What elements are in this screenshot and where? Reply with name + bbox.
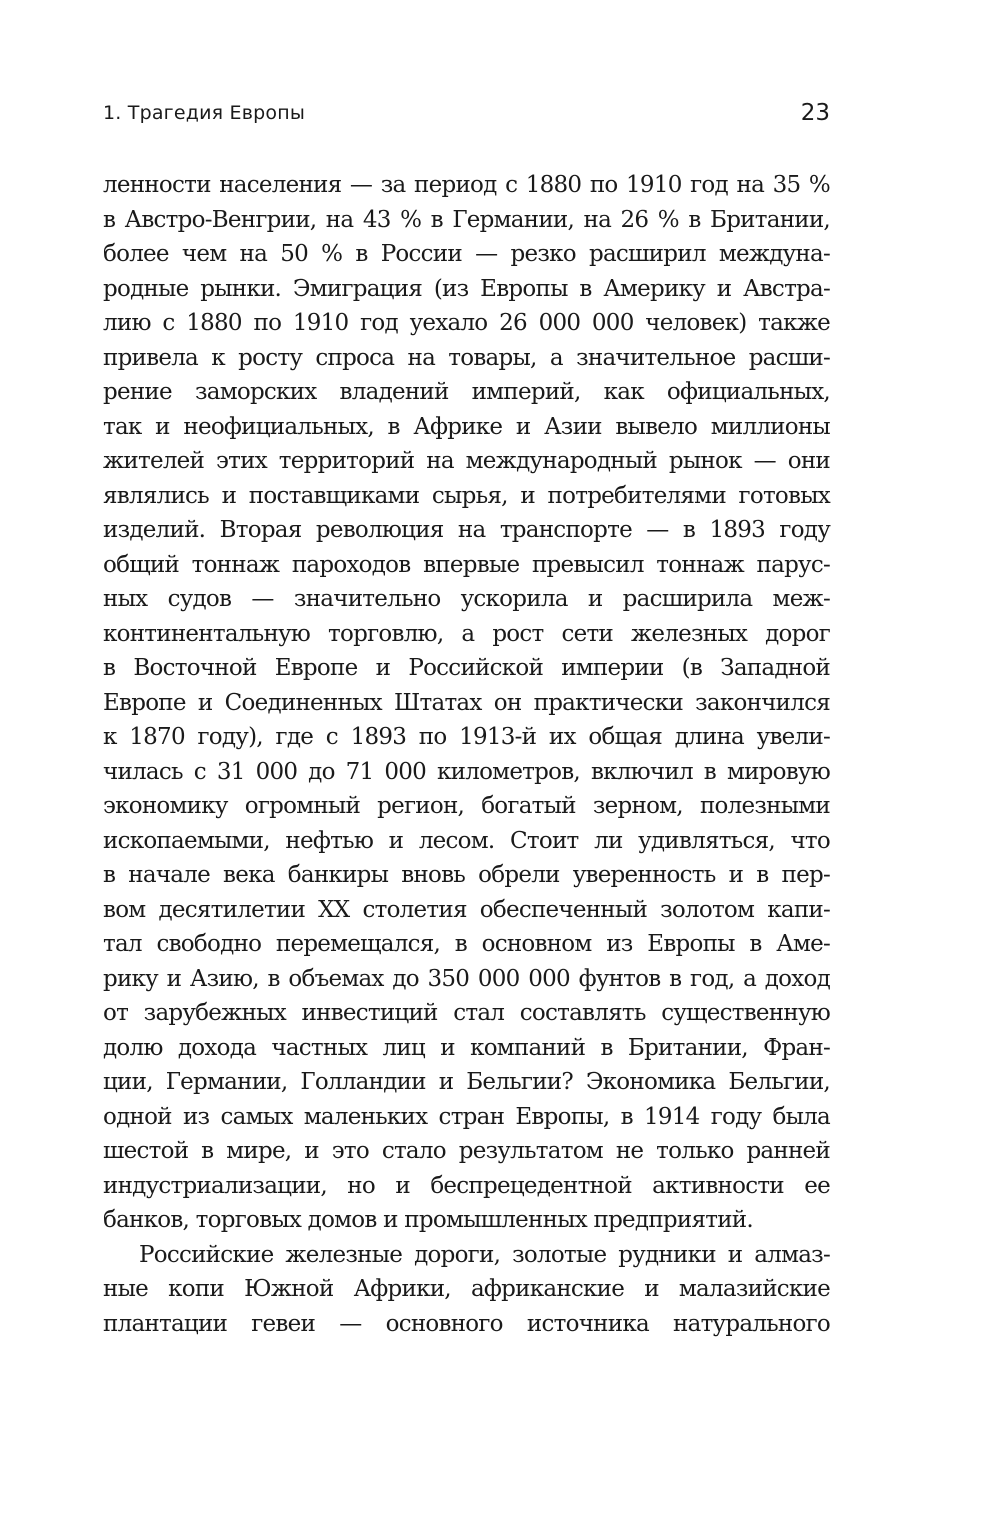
text-line: ленности населения — за период с 1880 по 1910 год на 35 % (103, 172, 830, 198)
text-line: к 1870 году), где с 1893 по 1913-й их общая длина увели- (103, 724, 830, 750)
text-line: от зарубежных инвестиций стал составлять существенную (103, 1000, 830, 1026)
body-text (103, 168, 830, 1341)
text-line: родные рынки. Эмиграция (из Европы в Америку и Австра- (103, 275, 830, 302)
text-line: ные копи Южной Африки, африканские и малазийские (103, 1276, 830, 1302)
text-line: рение заморских владений империй, как официальных, (103, 379, 830, 405)
text-line: тал свободно перемещался, в основном из Европы в Аме- (103, 931, 830, 957)
text-line: шестой в мире, и это стало результатом не только ранней (103, 1138, 830, 1164)
text-line: более чем на 50 % в России — резко расширил междуна- (103, 241, 830, 267)
text-line: ископаемыми, нефтью и лесом. Стоит ли удивляться, что (103, 827, 830, 854)
text-line: экономику огромный регион, богатый зерном, полезными (103, 793, 830, 819)
running-head (103, 100, 830, 130)
text-line: Российские железные дороги, золотые рудники и алмаз- (139, 1241, 830, 1268)
text-line: в начале века банкиры вновь обрели уверенность и в пер- (103, 862, 830, 888)
page-number: 23 (800, 100, 830, 126)
text-line: в Восточной Европе и Российской империи (в Западной (103, 655, 830, 681)
paragraph (103, 1238, 830, 1342)
text-line: одной из самых маленьких стран Европы, в 1914 году была (103, 1103, 830, 1130)
text-line: рику и Азию, в объемах до 350 000 000 фунтов в год, а доход (103, 965, 830, 992)
text-line: жителей этих территорий на международный рынок — они (103, 448, 830, 474)
paragraph (103, 168, 830, 1238)
text-line: чилась с 31 000 до 71 000 километров, включил в мировую (103, 758, 830, 785)
text-line: изделий. Вторая революция на транспорте — в 1893 году (103, 517, 830, 543)
text-line: банков, торговых домов и промышленных предприятий. (103, 1207, 753, 1233)
text-line: в Австро-Венгрии, на 43 % в Германии, на 26 % в Британии, (103, 206, 830, 233)
text-line: Европе и Соединенных Штатах он практически закончился (103, 689, 830, 716)
chapter-title: 1. Трагедия Европы (103, 102, 306, 124)
text-line: так и неофициальных, в Африке и Азии вывело миллионы (103, 413, 830, 440)
text-line: являлись и поставщиками сырья, и потребителями готовых (103, 482, 830, 509)
text-line: индустриализации, но и беспрецедентной активности ее (103, 1172, 830, 1199)
text-line: ции, Германии, Голландии и Бельгии? Экономика Бельгии, (103, 1069, 830, 1095)
text-line: плантации гевеи — основного источника натурального (103, 1310, 830, 1337)
text-line: континентальную торговлю, а рост сети железных дорог (103, 620, 830, 647)
text-line: ных судов — значительно ускорила и расширила меж- (103, 586, 830, 612)
text-line: общий тоннаж пароходов впервые превысил тоннаж парус- (103, 551, 830, 578)
text-line: вом десятилетии XX столетия обеспеченный золотом капи- (103, 896, 830, 923)
text-line: привела к росту спроса на товары, а значительное расши- (103, 344, 830, 371)
text-line: долю дохода частных лиц и компаний в Британии, Фран- (103, 1034, 830, 1061)
text-line: лию с 1880 по 1910 год уехало 26 000 000 человек) также (103, 310, 830, 336)
